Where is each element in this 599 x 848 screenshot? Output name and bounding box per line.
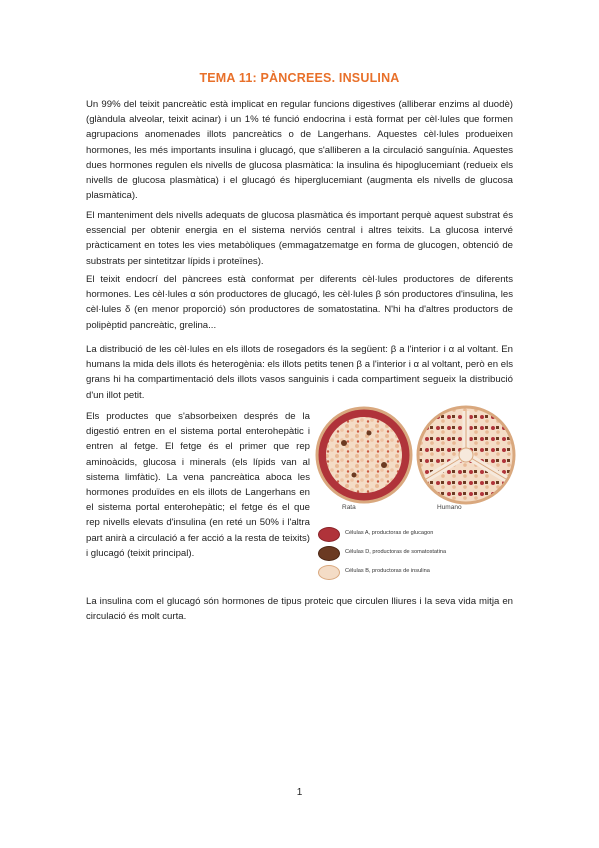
- paragraph-cell-types: El teixit endocrí del pàncrees està conformat per diferents cèl·lules productores de diferents hormones. Les cèl·lules α són productores de glucagó, les cèl·lules β són productores d'insulina, les cèl·lules δ (en menor proporció) són productores de somatostatina. N'hi ha d'altres productors de polipèptid pancreàtic, grelina...: [86, 274, 513, 331]
- legend-d-cells-icon: [318, 546, 340, 561]
- paragraph-portal-system: Els productes que s'absorbeixen després de la digestió entren en el sistema portal enterohepàtic i entren al fetge. El fetge és el primer que rep aminoàcids, glucosa i minerals (els lípids van al sistema limfàtic). La vena pancreàtica aboca les hormones produïdes en els illots de Langerhans en el sistema portal enterohepàtic; el fetge és el que rep nivells elevats d'insulina (en reté un 50% i l'altra part anirà a circulació a fer acció a la resta de teixits) i glucagó (teixit principal).: [86, 411, 310, 559]
- legend-b-cells: Células B, productoras de insulina: [345, 568, 430, 574]
- legend-a-cells: Células A, productoras de glucagon: [345, 530, 434, 536]
- human-islet: [418, 407, 514, 503]
- paragraph-distribution: La distribució de les cèl·lules en els illots de rosegadors és la següent: β a l'interior i α al voltant. En humans la mida dels illots és heterogènia: els illots petits tenen β a l'interior i α al voltant, però en els grans hi ha compartimentació dels illots vasos sanguinis i cada compartiment segueix la distribució d'un illot petit.: [86, 344, 513, 401]
- legend-d-cells: Células D, productoras de somatostatina: [345, 549, 447, 555]
- legend-a-cells-icon: [318, 527, 340, 542]
- document-title: TEMA 11: PÀNCREES. INSULINA: [199, 71, 400, 85]
- legend-b-cells-icon: [318, 565, 340, 580]
- paragraph-glucose: El manteniment dels nivells adequats de glucosa plasmàtica és important perquè aquest substrat és essencial per obtenir energia en el sistema nerviós central i altres teixits. La glucosa intervé pràcticament en totes les vies metabòliques (emmagatzematge en forma de glucogen, obtenció de substrats per sintetitzar lípids i proteïnes).: [86, 210, 513, 267]
- islet-diagram: [314, 403, 519, 589]
- label-rat: Rata: [342, 504, 356, 511]
- paragraph-intro: Un 99% del teixit pancreàtic està implicat en regular funcions digestives (alliberar enzims al duodè) (glàndula alveolar, teixit acinar) i un 1% té funció endocrina i està format per cèl·lules que formen agrupacions anomenades illots pancreàtics o de Langerhans. Aquestes cèl·lules produeixen hormones, les més importants insulina i glucagó, que s'alliberen a la circulació sanguínia. Aquestes dues hormones regulen els nivells de glucosa plasmàtica: la insulina és hipoglucemiant (redueix els nivells de glucosa plasmàtica) i el glucagó és hiperglucemiant (augmenta els nivells de glucosa plasmàtica).: [86, 99, 513, 202]
- rat-islet: [317, 408, 411, 502]
- page-number: 1: [296, 787, 303, 798]
- label-human: Humano: [437, 504, 462, 511]
- paragraph-half-life: La insulina com el glucagó són hormones de tipus proteic que circulen lliures i la seva vida mitja en circulació és molt curta.: [86, 596, 513, 623]
